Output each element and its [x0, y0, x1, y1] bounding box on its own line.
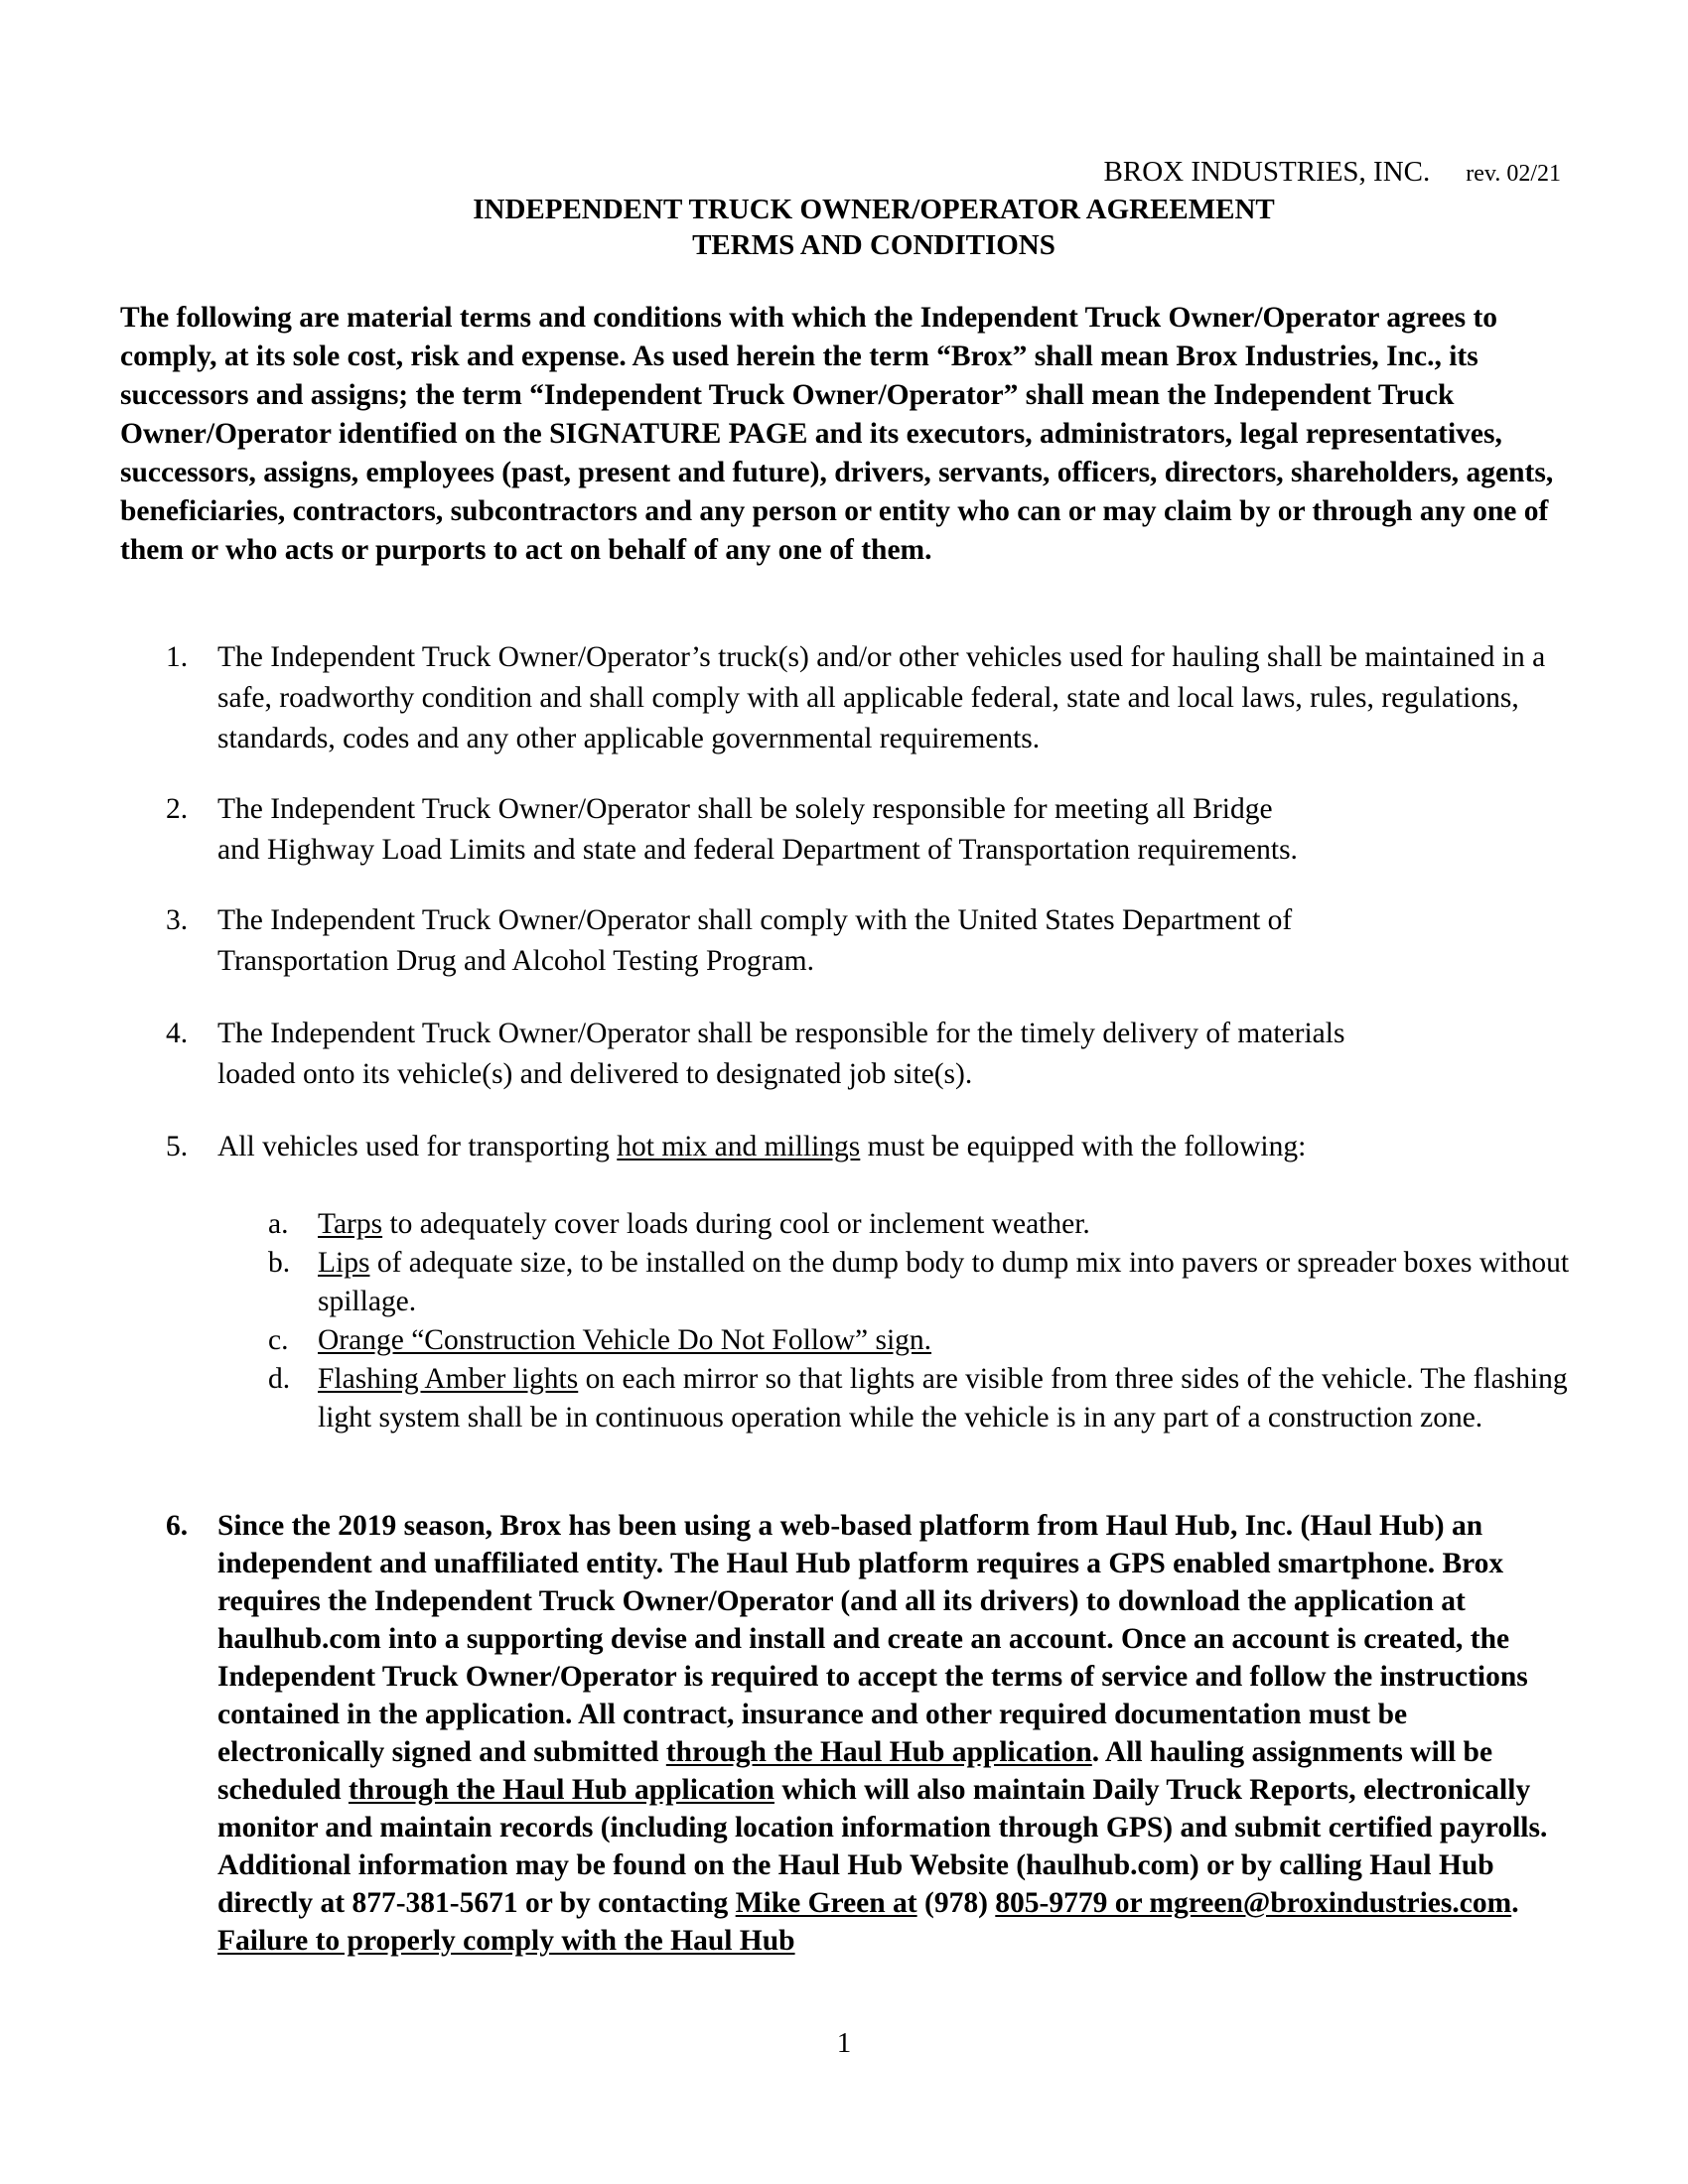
- contact-name-link: Mike Green at: [735, 1887, 917, 1919]
- sub-letter: d.: [268, 1363, 291, 1395]
- item-text-line: and Highway Load Limits and state and federal Department of Transportation requirements.: [217, 834, 1298, 866]
- underlined-text: hot mix and millings: [617, 1131, 861, 1162]
- item-text-line: loaded onto its vehicle(s) and delivered to designated job site(s).: [217, 1058, 973, 1090]
- item-number: 4.: [166, 1018, 189, 1049]
- sub-text: of adequate size, to be installed on the dump body to dump mix into pavers or spreader boxes without spillage.: [318, 1247, 1570, 1317]
- sublist-item-c: [268, 1321, 1579, 1360]
- underlined-text: Lips: [318, 1247, 370, 1279]
- item-text: which will also maintain Daily Truck Reports, electronically monitor and maintain records (including location information through GPS) and submit certified payrolls. Additional information may be found on the Haul Hub Website (haulhub.com) or by calling Haul Hub directly at 877-381-5671 or by contacting: [217, 1774, 1548, 1919]
- item-text: Since the 2019 season, Brox has been using a web-based platform from Haul Hub, Inc. (Haul Hub) an independent and unaffiliated entity. The Haul Hub platform requires a GPS enabled smartphone. Brox requires the Independent Truck Owner/Operator (and all its drivers) to download the application at haulhub.com into a supporting devise and install and create an account. Once an account is created, the Independent Truck Owner/Operator is required to accept the terms of service and follow the instructions contained in the application. All contract, insurance and other required documentation must be electronically signed and submitted: [217, 1510, 1528, 1768]
- list-item-3: [166, 900, 1576, 982]
- page-number: 1: [836, 2027, 852, 2059]
- revision-label: rev. 02/21: [1466, 161, 1561, 187]
- item-number: 1.: [166, 641, 189, 673]
- sub-letter: a.: [268, 1208, 289, 1240]
- equipment-sublist: [268, 1205, 1579, 1437]
- company-header: [1104, 156, 1561, 189]
- item-text: .: [1511, 1887, 1519, 1919]
- item-text: All vehicles used for transporting: [217, 1131, 618, 1162]
- list-item-5: [166, 1127, 1576, 1167]
- item-text-line: The Independent Truck Owner/Operator shall be responsible for the timely delivery of materials: [217, 1018, 1345, 1049]
- item-number: 6.: [166, 1510, 189, 1542]
- sub-letter: c.: [268, 1324, 289, 1356]
- item-number: 2.: [166, 793, 189, 825]
- item-text-line: Transportation Drug and Alcohol Testing Program.: [217, 945, 815, 977]
- item-number: 3.: [166, 904, 189, 936]
- underlined-text: through the Haul Hub application: [348, 1774, 774, 1806]
- underlined-text: Failure to properly comply with the Haul Hub: [217, 1925, 795, 1957]
- intro-paragraph: The following are material terms and conditions with which the Independent Truck Owner/Operator agrees to comply, at its sole cost, risk and expense. As used herein the term “Brox” shall mean Brox Industries, Inc., its successors and assigns; the term “Independent Truck Owner/Operator” shall mean the Independent Truck Owner/Operator identified on the SIGNATURE PAGE and its executors, administrators, legal representatives, successors, assigns, employees (past, present and future), drivers, servants, officers, directors, shareholders, agents, beneficiaries, contractors, subcontractors and any person or entity who can or may claim by or through any one of them or who acts or purports to act on behalf of any one of them.: [120, 302, 1554, 566]
- item-text-line: The Independent Truck Owner/Operator shall be solely responsible for meeting all Bridge: [217, 793, 1273, 825]
- sub-text: on each mirror so that lights are visible from three sides of the vehicle. The flashing light system shall be in continuous operation while the vehicle is in any part of a construction zone.: [318, 1363, 1568, 1433]
- sub-text: to adequately cover loads during cool or inclement weather.: [382, 1208, 1090, 1240]
- underlined-text: through the Haul Hub application: [665, 1736, 1092, 1768]
- item-text: must be equipped with the following:: [860, 1131, 1307, 1162]
- sublist-item-b: [268, 1244, 1579, 1321]
- sub-letter: b.: [268, 1247, 291, 1279]
- list-item-4: [166, 1014, 1576, 1095]
- item-text: The Independent Truck Owner/Operator’s truck(s) and/or other vehicles used for hauling shall be maintained in a safe, roadworthy condition and shall comply with all applicable federal, state and local laws, rules, regulations, standards, codes and any other applicable governmental requirements.: [217, 641, 1546, 754]
- item-number: 5.: [166, 1131, 189, 1162]
- document-title: INDEPENDENT TRUCK OWNER/OPERATOR AGREEMENT: [473, 194, 1275, 225]
- list-item-1: [166, 637, 1576, 759]
- contact-email-link: 805-9779 or mgreen@broxindustries.com: [995, 1887, 1512, 1919]
- company-name: BROX INDUSTRIES, INC.: [1103, 156, 1431, 188]
- underlined-text: Orange “Construction Vehicle Do Not Follow” sign.: [318, 1324, 932, 1356]
- item-text: (978): [916, 1887, 996, 1919]
- underlined-text: Flashing Amber lights: [318, 1363, 579, 1395]
- underlined-text: Tarps: [318, 1208, 383, 1240]
- document-subtitle: TERMS AND CONDITIONS: [692, 229, 1055, 261]
- item-text-line: The Independent Truck Owner/Operator shall comply with the United States Department of: [217, 904, 1293, 936]
- list-item-2: [166, 789, 1576, 871]
- sublist-item-d: [268, 1360, 1579, 1437]
- sublist-item-a: [268, 1205, 1579, 1244]
- item-text: . All hauling assignments will be scheduled: [217, 1736, 1493, 1806]
- list-item-6: [166, 1507, 1576, 1960]
